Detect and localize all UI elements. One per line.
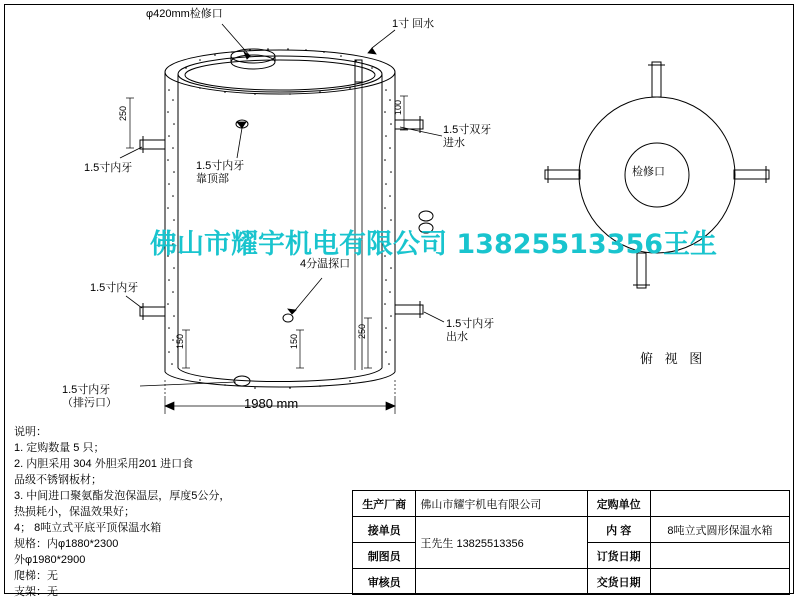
dim-250-left: 250 [118, 106, 128, 122]
tb-label-order-date: 订货日期 [587, 543, 650, 569]
table-row [353, 569, 790, 595]
dim-150-mid: 150 [289, 334, 299, 350]
top-view-title: 俯 视 图 [640, 351, 707, 366]
callout-outlet-line2: 出水 [446, 331, 468, 343]
notes-line-7: 规格：内φ1880*2300 [14, 538, 119, 550]
watermark-text: 佛山市耀宇机电有限公司 13825513356王生 [150, 229, 718, 260]
table-row [353, 491, 790, 517]
callout-inner-thread-left: 1.5寸内牙 [90, 282, 139, 294]
tb-label-order-taker: 接单员 [353, 517, 416, 543]
tb-value-content: 8吨立式圆形保温水箱 [650, 517, 789, 543]
tb-value-manufacturer: 佛山市耀宇机电有限公司 [416, 491, 587, 517]
callout-inner-thread-top-part [196, 160, 244, 186]
notes-heading: 说明： [14, 426, 47, 438]
callout-inlet-line1: 1.5寸双牙 [443, 124, 492, 136]
callout-drain [62, 384, 117, 410]
notes-line-10: 支架：无 [14, 586, 58, 598]
notes-line-1: 1. 定购数量 5 只； [14, 442, 105, 454]
tb-label-drafter: 制图员 [353, 543, 416, 569]
tb-value-drafter: 王先生 13825513356 [416, 517, 587, 569]
notes-block [14, 424, 230, 600]
dim-width-bottom: 1980 mm [244, 396, 299, 411]
title-block [352, 490, 790, 595]
callout-outlet [446, 318, 494, 344]
tb-value-delivery-date [650, 569, 789, 595]
tb-label-delivery-date: 交货日期 [587, 569, 650, 595]
dim-250-right: 250 [357, 324, 367, 340]
notes-line-2: 2. 内胆采用 304 外胆采用201 进口食 [14, 458, 194, 470]
callout-itt-line1: 1.5寸内牙 [196, 160, 245, 172]
top-view-manhole-label: 检修口 [632, 166, 665, 178]
callout-itt-line2: 靠顶部 [196, 173, 229, 185]
tb-value-auditor [416, 569, 587, 595]
callout-inner-thread-top: 1.5寸内牙 [84, 162, 133, 174]
notes-line-9: 爬梯：无 [14, 570, 58, 582]
callout-temp-probe: 4分温探口 [300, 258, 351, 270]
tb-label-auditor: 审核员 [353, 569, 416, 595]
notes-line-4: 3. 中间进口聚氨酯发泡保温层，厚度5公分， [14, 490, 231, 502]
callout-inlet-line2: 进水 [443, 137, 465, 149]
notes-line-3: 品级不锈钢板材； [14, 474, 102, 486]
dim-100-right: 100 [393, 100, 403, 116]
tb-label-content: 内 容 [587, 517, 650, 543]
tb-value-order-unit [650, 491, 789, 517]
notes-line-5: 热损耗小，保温效果好； [14, 506, 135, 518]
dim-150-left: 150 [175, 334, 185, 350]
table-row [353, 517, 790, 543]
callout-outlet-line1: 1.5寸内牙 [446, 318, 495, 330]
tb-label-manufacturer: 生产厂商 [353, 491, 416, 517]
callout-drain-line2: （排污口） [62, 397, 117, 409]
notes-line-6: 4； 8吨立式平底平顶保温水箱 [14, 522, 162, 534]
callout-manhole: φ420mm检修口 [146, 8, 223, 20]
callout-return-pipe: 1寸 回水 [392, 18, 435, 30]
callout-inlet [443, 124, 491, 150]
tb-label-order-unit: 定购单位 [587, 491, 650, 517]
callout-drain-line1: 1.5寸内牙 [62, 384, 111, 396]
notes-line-8: 外φ1980*2900 [14, 554, 86, 566]
tb-value-order-date [650, 543, 789, 569]
